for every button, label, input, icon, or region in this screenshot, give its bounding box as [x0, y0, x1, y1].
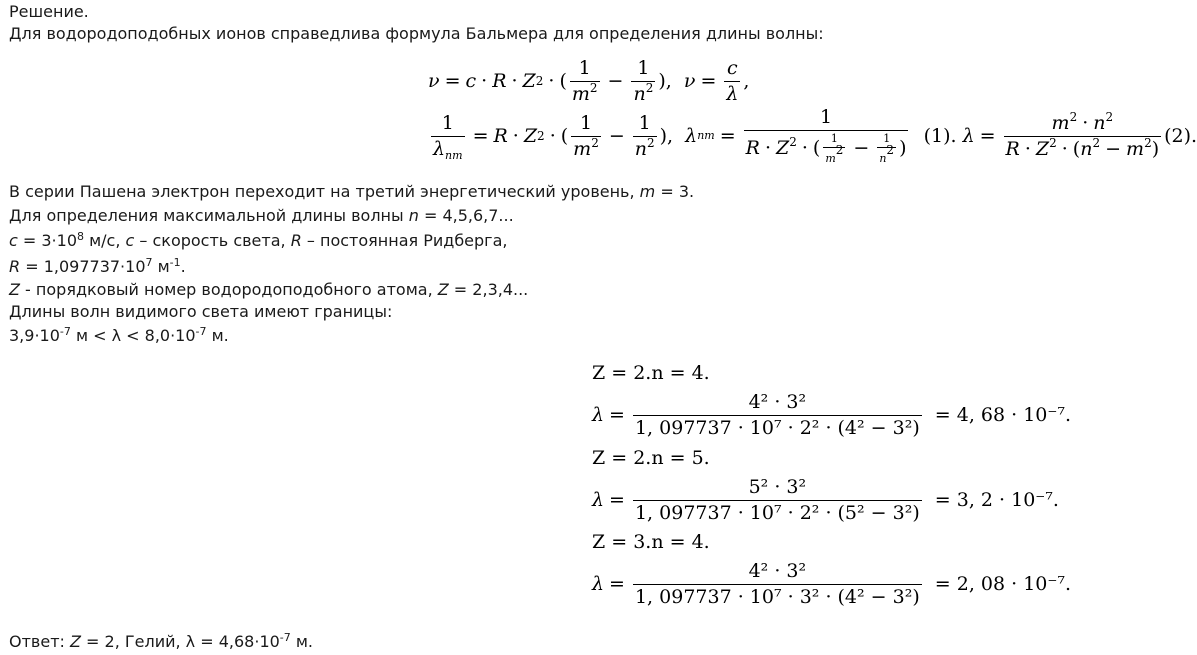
eq-number-2: (2).: [1164, 125, 1197, 147]
eq-number-1: (1).: [923, 125, 957, 147]
atomic-number-text: Z - порядковый номер водородоподобного атома, Z = 2,3,4...: [9, 280, 529, 299]
case-3-condition: Z = 3.n = 4.: [592, 531, 710, 553]
paschen-series-text: В серии Пашена электрон переходит на третий энергетический уровень, m = 3.: [9, 182, 695, 201]
answer-text: Ответ: Z = 2, Гелий, $\lambda = 4,68\cdot 10^{-7}$ м.: [9, 631, 314, 651]
case-3-calculation: λ = $\frac{\text{4² · 3²}}{\text{1, 097737 · 10⁷ · 3² · (4² − 3²)}}$ = 2, 08 · 10⁻⁷.: [592, 559, 1072, 608]
formula-wavelength: $\frac{1}{\lambda_{nm}}$ = R · Z 2 · ( $\frac{1}{m^2}$ − $\frac{1}{n^2}$ ), λ nm = 1 $R \cdot Z^2$ · ( $\frac{1}{m^2}$ − $\frac{1}{n^2}$ ) (1). λ = $\frac{m^2 \cdot n^2}{R \cdot Z^2 \cdot (n^2 - m^2)}$ (2).: [433, 105, 1197, 165]
visible-limits-title: Длины волн видимого света имеют границы:: [9, 302, 393, 321]
visible-limits-values: $3,9\cdot 10^{-7}$ $м < \lambda < 8,0\cdot 10^{-7}$ м.: [9, 325, 229, 345]
solution-heading: Решение.: [9, 2, 89, 21]
intro-text: Для водородоподобных ионов справедлива формула Бальмера для определения длины волны:: [9, 24, 824, 43]
case-2-condition: Z = 2.n = 5.: [592, 447, 710, 469]
case-1-calculation: λ = $\frac{\text{4² · 3²}}{\text{1, 097737 · 10⁷ · 2² · (4² − 3²)}}$ = 4, 68 · 10⁻⁷.: [592, 390, 1072, 439]
rydberg-value-text: $R = 1,097737\cdot 10^7$ $м^{-1}$.: [9, 256, 186, 276]
case-2-calculation: λ = $\frac{\text{5² · 3²}}{\text{1, 097737 · 10⁷ · 2² · (5² − 3²)}}$ = 3, 2 · 10⁻⁷.: [592, 475, 1059, 524]
formula-balmer-frequency: ν = c · R · Z 2 · ( $\frac{1}{m^2}$ − $\frac{1}{n^2}$ ), ν = $\frac{c}{\lambda}$ ,: [428, 56, 750, 105]
constants-text: $c = 3\cdot 10^8$ м/с, c – скорость света, R – постоянная Ридберга,: [9, 230, 508, 250]
case-1-condition: Z = 2.n = 4.: [592, 362, 710, 384]
max-wavelength-text: Для определения максимальной длины волны n = 4,5,6,7...: [9, 206, 514, 225]
